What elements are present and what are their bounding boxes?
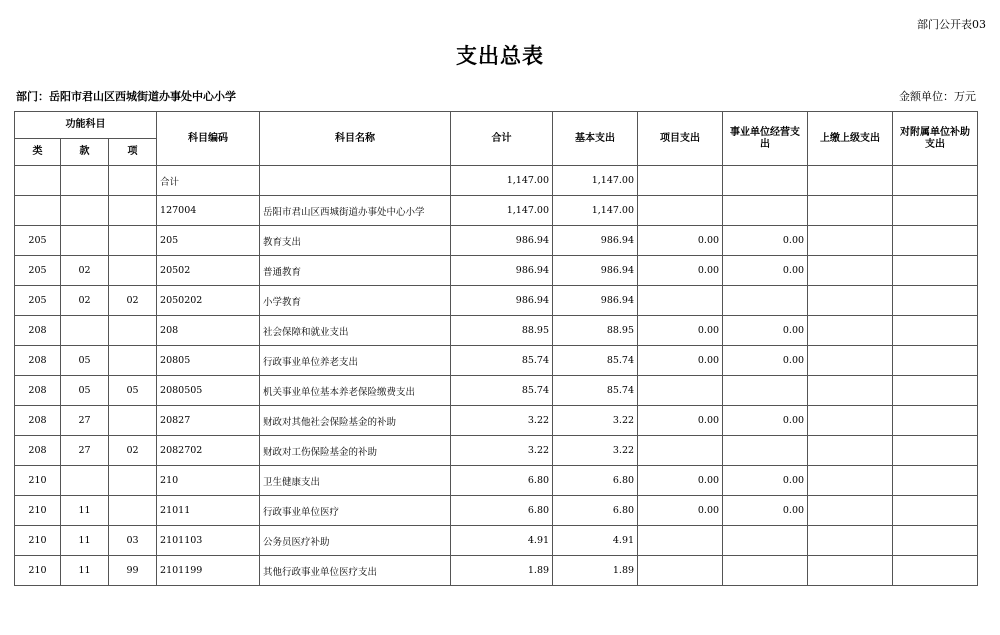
header-basic: 基本支出 bbox=[553, 112, 638, 166]
cell-project: 0.00 bbox=[638, 256, 723, 286]
cell-kuan: 05 bbox=[61, 376, 109, 406]
cell-name: 普通教育 bbox=[260, 256, 451, 286]
cell-project: 0.00 bbox=[638, 346, 723, 376]
cell-kuan: 02 bbox=[61, 286, 109, 316]
table-row bbox=[15, 196, 978, 226]
cell-xiang bbox=[109, 496, 157, 526]
cell-lei: 210 bbox=[15, 556, 61, 586]
cell-xiang bbox=[109, 406, 157, 436]
page-title: 支出总表 bbox=[456, 43, 544, 68]
header-lei: 类 bbox=[15, 139, 61, 166]
cell-xiang: 02 bbox=[109, 286, 157, 316]
cell-business: 0.00 bbox=[723, 316, 808, 346]
cell-upper bbox=[808, 166, 893, 196]
cell-lei: 205 bbox=[15, 226, 61, 256]
header-xiang: 项 bbox=[109, 139, 157, 166]
cell-project: 0.00 bbox=[638, 466, 723, 496]
cell-subsidy bbox=[893, 376, 978, 406]
cell-business: 0.00 bbox=[723, 346, 808, 376]
cell-upper bbox=[808, 286, 893, 316]
header-name: 科目名称 bbox=[260, 112, 451, 166]
cell-total: 1,147.00 bbox=[451, 166, 553, 196]
cell-name: 行政事业单位养老支出 bbox=[260, 346, 451, 376]
cell-upper bbox=[808, 226, 893, 256]
cell-total: 88.95 bbox=[451, 316, 553, 346]
cell-name: 财政对其他社会保险基金的补助 bbox=[260, 406, 451, 436]
cell-subsidy bbox=[893, 556, 978, 586]
table-row bbox=[15, 376, 978, 406]
cell-basic: 986.94 bbox=[553, 256, 638, 286]
cell-subsidy bbox=[893, 226, 978, 256]
cell-code: 2101199 bbox=[157, 556, 260, 586]
cell-business: 0.00 bbox=[723, 406, 808, 436]
cell-business bbox=[723, 556, 808, 586]
cell-basic: 1.89 bbox=[553, 556, 638, 586]
header-kuan: 款 bbox=[61, 139, 109, 166]
cell-code: 2050202 bbox=[157, 286, 260, 316]
cell-business: 0.00 bbox=[723, 496, 808, 526]
cell-business bbox=[723, 166, 808, 196]
cell-xiang bbox=[109, 166, 157, 196]
table-row bbox=[15, 316, 978, 346]
cell-subsidy bbox=[893, 406, 978, 436]
cell-basic: 3.22 bbox=[553, 436, 638, 466]
header-project: 项目支出 bbox=[638, 112, 723, 166]
cell-business bbox=[723, 436, 808, 466]
cell-basic: 88.95 bbox=[553, 316, 638, 346]
cell-total: 3.22 bbox=[451, 406, 553, 436]
cell-xiang: 05 bbox=[109, 376, 157, 406]
table-row bbox=[15, 466, 978, 496]
cell-total: 6.80 bbox=[451, 496, 553, 526]
cell-business: 0.00 bbox=[723, 466, 808, 496]
cell-xiang bbox=[109, 196, 157, 226]
cell-basic: 6.80 bbox=[553, 496, 638, 526]
cell-total: 3.22 bbox=[451, 436, 553, 466]
cell-total: 85.74 bbox=[451, 376, 553, 406]
cell-project bbox=[638, 286, 723, 316]
cell-code: 2082702 bbox=[157, 436, 260, 466]
cell-upper bbox=[808, 496, 893, 526]
header-func-group: 功能科目 bbox=[15, 112, 157, 139]
cell-kuan: 11 bbox=[61, 496, 109, 526]
cell-code: 205 bbox=[157, 226, 260, 256]
cell-xiang bbox=[109, 466, 157, 496]
expenditure-table bbox=[14, 111, 978, 586]
cell-basic: 986.94 bbox=[553, 286, 638, 316]
cell-lei: 208 bbox=[15, 346, 61, 376]
cell-xiang bbox=[109, 256, 157, 286]
cell-kuan bbox=[61, 166, 109, 196]
cell-basic: 6.80 bbox=[553, 466, 638, 496]
cell-business bbox=[723, 376, 808, 406]
cell-lei: 208 bbox=[15, 436, 61, 466]
cell-subsidy bbox=[893, 526, 978, 556]
header-subsidy: 对附属单位补助支出 bbox=[893, 112, 978, 166]
cell-name: 小学教育 bbox=[260, 286, 451, 316]
table-row bbox=[15, 286, 978, 316]
cell-name bbox=[260, 166, 451, 196]
cell-project bbox=[638, 436, 723, 466]
cell-total: 986.94 bbox=[451, 226, 553, 256]
cell-project: 0.00 bbox=[638, 316, 723, 346]
amount-unit-label: 金额单位：万元 bbox=[899, 90, 976, 103]
cell-name: 行政事业单位医疗 bbox=[260, 496, 451, 526]
cell-total: 1,147.00 bbox=[451, 196, 553, 226]
cell-project bbox=[638, 376, 723, 406]
cell-kuan: 11 bbox=[61, 556, 109, 586]
cell-kuan: 11 bbox=[61, 526, 109, 556]
cell-name: 岳阳市君山区西城街道办事处中心小学 bbox=[260, 196, 451, 226]
cell-basic: 4.91 bbox=[553, 526, 638, 556]
cell-subsidy bbox=[893, 256, 978, 286]
cell-business bbox=[723, 196, 808, 226]
cell-upper bbox=[808, 196, 893, 226]
cell-xiang bbox=[109, 346, 157, 376]
cell-subsidy bbox=[893, 346, 978, 376]
cell-code: 2101103 bbox=[157, 526, 260, 556]
cell-upper bbox=[808, 256, 893, 286]
cell-lei bbox=[15, 196, 61, 226]
cell-subsidy bbox=[893, 316, 978, 346]
cell-code: 127004 bbox=[157, 196, 260, 226]
cell-upper bbox=[808, 316, 893, 346]
cell-basic: 85.74 bbox=[553, 376, 638, 406]
cell-code: 20805 bbox=[157, 346, 260, 376]
cell-basic: 986.94 bbox=[553, 226, 638, 256]
table-row bbox=[15, 256, 978, 286]
cell-subsidy bbox=[893, 196, 978, 226]
cell-business bbox=[723, 286, 808, 316]
table-row bbox=[15, 406, 978, 436]
cell-xiang: 03 bbox=[109, 526, 157, 556]
cell-kuan: 27 bbox=[61, 436, 109, 466]
cell-lei: 210 bbox=[15, 526, 61, 556]
cell-total: 986.94 bbox=[451, 286, 553, 316]
table-row bbox=[15, 346, 978, 376]
header-upper: 上缴上级支出 bbox=[808, 112, 893, 166]
cell-name: 卫生健康支出 bbox=[260, 466, 451, 496]
cell-name: 社会保障和就业支出 bbox=[260, 316, 451, 346]
cell-kuan bbox=[61, 226, 109, 256]
cell-lei bbox=[15, 166, 61, 196]
cell-upper bbox=[808, 376, 893, 406]
cell-lei: 208 bbox=[15, 406, 61, 436]
cell-upper bbox=[808, 346, 893, 376]
cell-kuan bbox=[61, 196, 109, 226]
cell-project bbox=[638, 166, 723, 196]
cell-project: 0.00 bbox=[638, 496, 723, 526]
table-row bbox=[15, 556, 978, 586]
cell-project: 0.00 bbox=[638, 406, 723, 436]
cell-basic: 1,147.00 bbox=[553, 196, 638, 226]
cell-total: 6.80 bbox=[451, 466, 553, 496]
cell-upper bbox=[808, 406, 893, 436]
cell-business: 0.00 bbox=[723, 256, 808, 286]
cell-subsidy bbox=[893, 466, 978, 496]
cell-xiang: 02 bbox=[109, 436, 157, 466]
cell-code: 20827 bbox=[157, 406, 260, 436]
header-code: 科目编码 bbox=[157, 112, 260, 166]
cell-name: 公务员医疗补助 bbox=[260, 526, 451, 556]
cell-lei: 210 bbox=[15, 466, 61, 496]
header-business: 事业单位经营支出 bbox=[723, 112, 808, 166]
cell-lei: 208 bbox=[15, 316, 61, 346]
cell-project bbox=[638, 526, 723, 556]
cell-lei: 205 bbox=[15, 286, 61, 316]
cell-basic: 85.74 bbox=[553, 346, 638, 376]
cell-subsidy bbox=[893, 496, 978, 526]
cell-upper bbox=[808, 436, 893, 466]
cell-upper bbox=[808, 556, 893, 586]
cell-kuan: 02 bbox=[61, 256, 109, 286]
cell-code: 2080505 bbox=[157, 376, 260, 406]
cell-subsidy bbox=[893, 436, 978, 466]
cell-total: 4.91 bbox=[451, 526, 553, 556]
cell-subsidy bbox=[893, 286, 978, 316]
cell-subsidy bbox=[893, 166, 978, 196]
cell-code: 合计 bbox=[157, 166, 260, 196]
cell-basic: 1,147.00 bbox=[553, 166, 638, 196]
cell-code: 20502 bbox=[157, 256, 260, 286]
cell-kuan: 27 bbox=[61, 406, 109, 436]
cell-xiang bbox=[109, 316, 157, 346]
cell-total: 85.74 bbox=[451, 346, 553, 376]
cell-name: 财政对工伤保险基金的补助 bbox=[260, 436, 451, 466]
table-row bbox=[15, 526, 978, 556]
cell-lei: 205 bbox=[15, 256, 61, 286]
table-row bbox=[15, 226, 978, 256]
cell-code: 21011 bbox=[157, 496, 260, 526]
header-total: 合计 bbox=[451, 112, 553, 166]
department-label: 部门：岳阳市君山区西城街道办事处中心小学 bbox=[16, 90, 236, 103]
cell-lei: 208 bbox=[15, 376, 61, 406]
cell-project: 0.00 bbox=[638, 226, 723, 256]
cell-kuan bbox=[61, 466, 109, 496]
cell-kuan: 05 bbox=[61, 346, 109, 376]
cell-name: 其他行政事业单位医疗支出 bbox=[260, 556, 451, 586]
cell-xiang: 99 bbox=[109, 556, 157, 586]
table-row bbox=[15, 496, 978, 526]
cell-total: 986.94 bbox=[451, 256, 553, 286]
cell-code: 210 bbox=[157, 466, 260, 496]
cell-project bbox=[638, 196, 723, 226]
cell-name: 教育支出 bbox=[260, 226, 451, 256]
cell-kuan bbox=[61, 316, 109, 346]
cell-upper bbox=[808, 526, 893, 556]
cell-business bbox=[723, 526, 808, 556]
table-row bbox=[15, 436, 978, 466]
cell-total: 1.89 bbox=[451, 556, 553, 586]
cell-upper bbox=[808, 466, 893, 496]
cell-xiang bbox=[109, 226, 157, 256]
cell-project bbox=[638, 556, 723, 586]
table-row bbox=[15, 166, 978, 196]
cell-lei: 210 bbox=[15, 496, 61, 526]
cell-name: 机关事业单位基本养老保险缴费支出 bbox=[260, 376, 451, 406]
cell-code: 208 bbox=[157, 316, 260, 346]
cell-business: 0.00 bbox=[723, 226, 808, 256]
cell-basic: 3.22 bbox=[553, 406, 638, 436]
form-code: 部门公开表03 bbox=[917, 18, 986, 31]
